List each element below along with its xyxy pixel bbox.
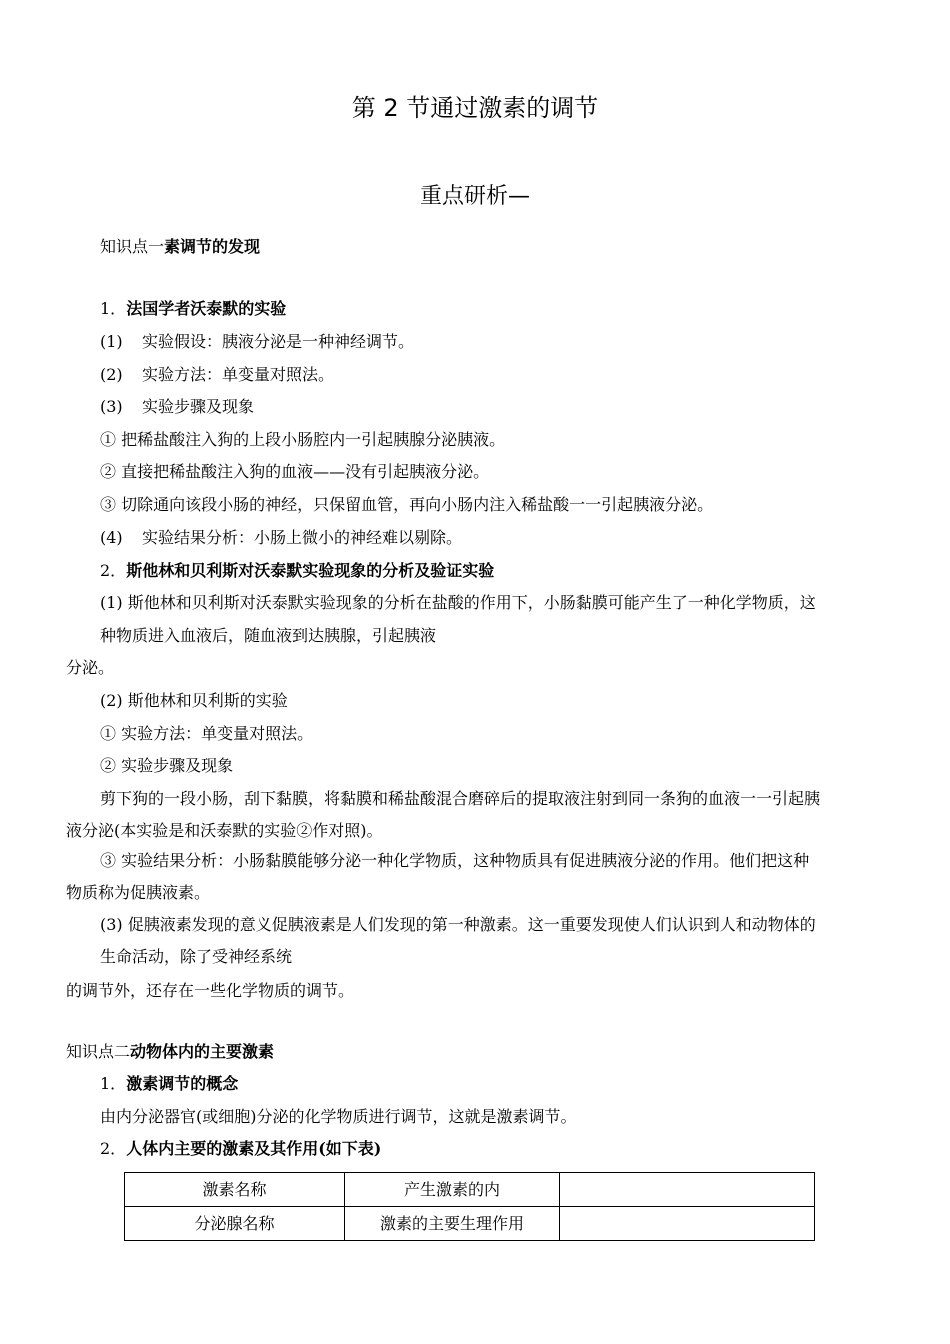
step-2-2: ② 实验步骤及现象 (100, 756, 234, 775)
item-text: 实验步骤及现象 (142, 397, 255, 416)
table-cell: 激素名称 (125, 1173, 345, 1207)
heading-text: 激素调节的概念 (126, 1074, 239, 1093)
item-number: (1) (100, 332, 123, 351)
paragraph-2-2: (2) 斯他林和贝利斯的实验 (100, 691, 288, 710)
paragraph-2-3b: 液分泌(本实验是和沃泰默的实验②作对照)。 (66, 821, 383, 840)
paragraph-2-3a: 剪下狗的一段小肠，刮下黏膜，将黏膜和稀盐酸混合磨碎后的提取液注射到同一条狗的血液一一引起胰 (100, 789, 821, 808)
paragraph-2-4b: 物质称为促胰液素。 (66, 883, 211, 902)
knowledge-point-2-prefix: 知识点二 (66, 1042, 131, 1061)
step-3: ③ 切除通向该段小肠的神经，只保留血管，再向小肠内注入稀盐酸一一引起胰液分泌。 (100, 495, 714, 514)
heading-text: 人体内主要的激素及其作用(如下表) (126, 1139, 382, 1158)
paragraph-3-1: 由内分泌器官(或细胞)分泌的化学物质进行调节，这就是激素调节。 (100, 1107, 577, 1126)
knowledge-point-2 (66, 1041, 274, 1063)
table-row (125, 1173, 815, 1207)
heading-2-number: 2． (100, 561, 127, 580)
paragraph-2-5a: (3) 促胰液素发现的意义促胰液素是人们发现的第一种激素。这一重要发现使人们认识到人和动物体的 (100, 915, 816, 934)
step-2: ② 直接把稀盐酸注入狗的血液——没有引起胰液分泌。 (100, 462, 490, 481)
table-cell: 激素的主要生理作用 (345, 1207, 560, 1241)
paragraph-2-1c: 分泌。 (66, 658, 115, 677)
paragraph-2-4a: ③ 实验结果分析：小肠黏膜能够分泌一种化学物质，这种物质具有促进胰液分泌的作用。他们把这种 (100, 851, 810, 870)
table-cell (560, 1173, 815, 1207)
knowledge-point-1-title: 素调节的发现 (164, 237, 261, 256)
paragraph-2-1b: 种物质进入血液后，随血液到达胰腺，引起胰液 (100, 626, 437, 645)
item-1-1 (100, 331, 414, 353)
knowledge-point-1 (100, 236, 260, 258)
step-1: ① 把稀盐酸注入狗的上段小肠腔内一引起胰腺分泌胰液。 (100, 430, 506, 449)
item-1-4 (100, 527, 462, 549)
table-cell: 产生激素的内 (345, 1173, 560, 1207)
page-title: 第 2 节通过激素的调节 (351, 94, 599, 122)
table-cell (560, 1207, 815, 1241)
heading-3-2 (100, 1138, 381, 1160)
heading-1 (100, 298, 286, 320)
heading-1-number: 1． (100, 299, 127, 318)
step-2-1: ① 实验方法：单变量对照法。 (100, 724, 314, 743)
item-number: (4) (100, 528, 123, 547)
item-text: 实验假设：胰液分泌是一种神经调节。 (142, 332, 415, 351)
item-1-2 (100, 364, 334, 386)
paragraph-2-5c: 的调节外，还存在一些化学物质的调节。 (66, 981, 355, 1000)
hormone-table (124, 1172, 815, 1241)
item-number: (2) (100, 365, 123, 384)
table-cell: 分泌腺名称 (125, 1207, 345, 1241)
item-text: 实验结果分析：小肠上微小的神经难以剔除。 (142, 528, 463, 547)
heading-number: 2． (100, 1139, 127, 1158)
section-subtitle: 重点研析— (419, 184, 530, 209)
item-1-3 (100, 396, 254, 418)
heading-2 (100, 560, 494, 582)
heading-1-text: 法国学者沃泰默的实验 (126, 299, 287, 318)
item-text: 实验方法：单变量对照法。 (142, 365, 335, 384)
table-row (125, 1207, 815, 1241)
heading-2-text: 斯他林和贝利斯对沃泰默实验现象的分析及验证实验 (126, 561, 495, 580)
paragraph-2-1a: (1) 斯他林和贝利斯对沃泰默实验现象的分析在盐酸的作用下，小肠黏膜可能产生了一种化学物质，这 (100, 593, 816, 612)
knowledge-point-2-title: 动物体内的主要激素 (130, 1042, 275, 1061)
paragraph-2-5b: 生命活动，除了受神经系统 (100, 947, 293, 966)
knowledge-point-1-prefix: 知识点一 (100, 237, 165, 256)
item-number: (3) (100, 397, 123, 416)
heading-number: 1． (100, 1074, 127, 1093)
heading-3-1 (100, 1073, 238, 1095)
